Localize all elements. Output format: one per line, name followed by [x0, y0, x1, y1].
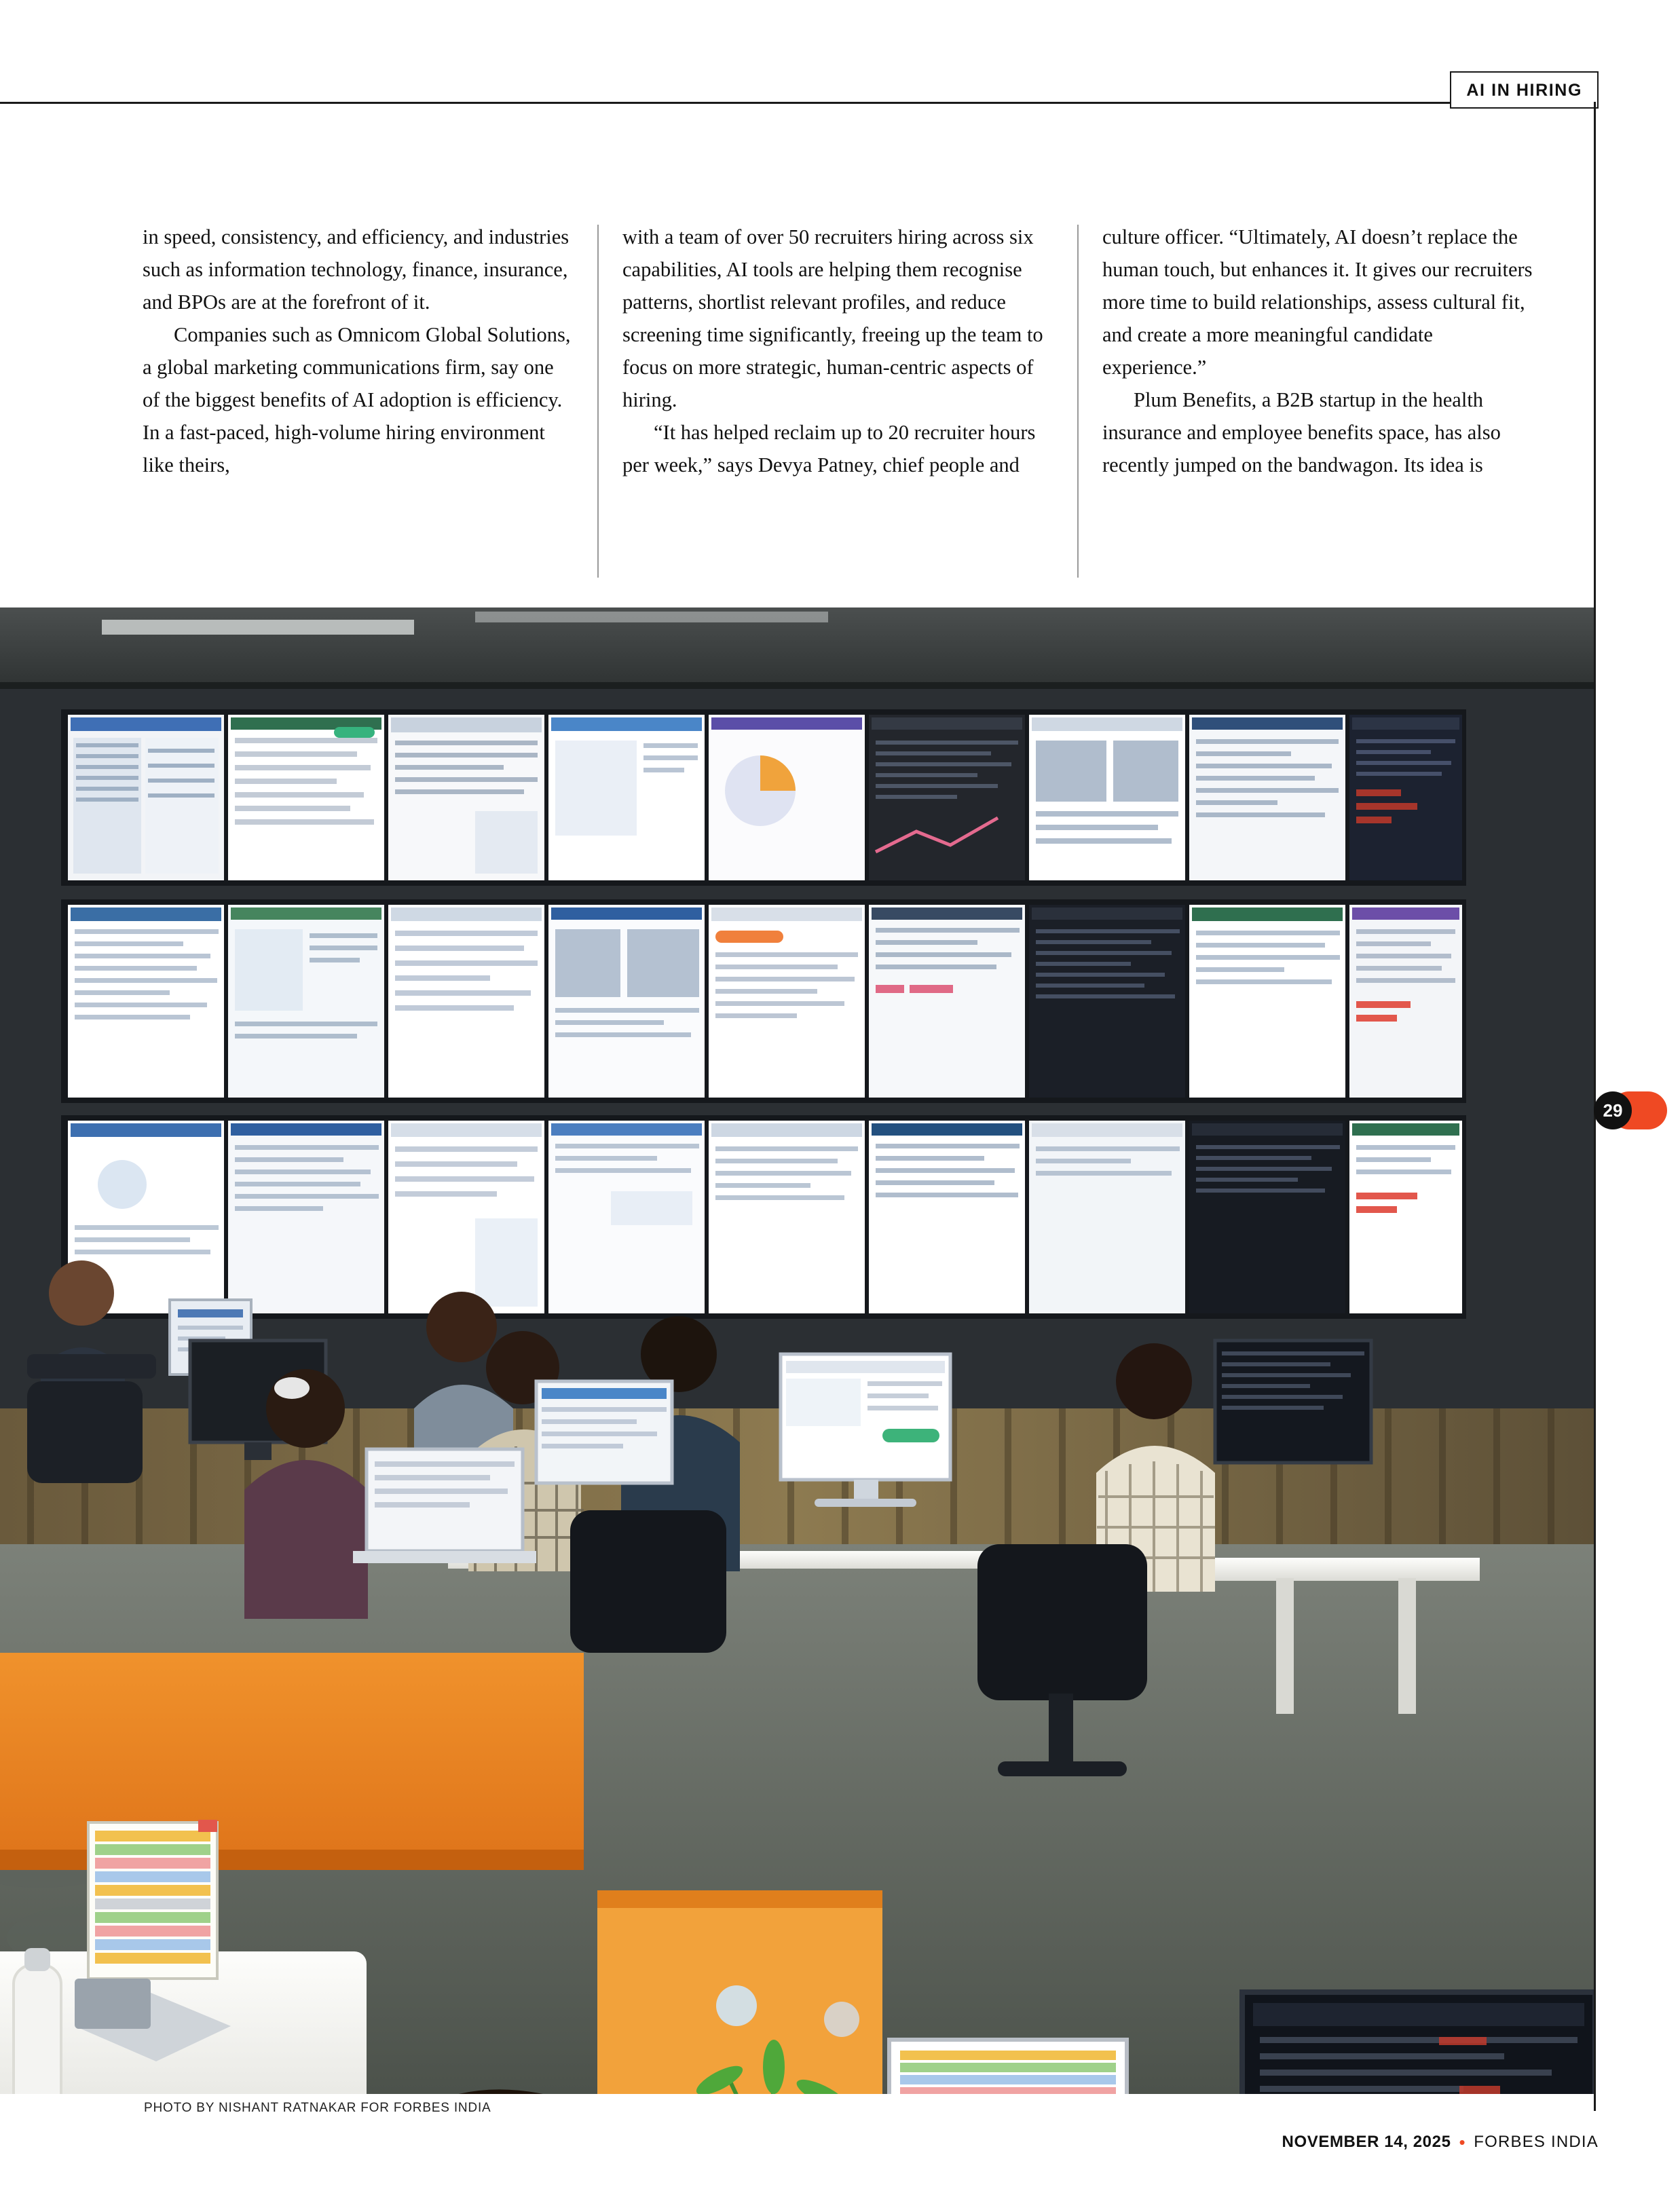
article-column-3: [1102, 221, 1533, 481]
section-tag: AI IN HIRING: [1450, 71, 1599, 109]
article-photo: [0, 607, 1594, 2094]
paragraph: Companies such as Omnicom Global Solutions, a global marketing communications firm, say one of the biggest benefits of AI adoption is efficiency. In a fast-paced, high-volume hiring environment like theirs,: [143, 323, 571, 476]
article-column-1: [143, 221, 574, 481]
paragraph: “It has helped reclaim up to 20 recruiter hours per week,” says Devya Patney, chief people and: [622, 421, 1036, 476]
article-column-2: [622, 221, 1053, 481]
column-divider: [1077, 225, 1079, 578]
article-columns: [143, 221, 1548, 481]
header-rule: [0, 102, 1595, 104]
paragraph: culture officer. “Ultimately, AI doesn’t replace the human touch, but enhances it. It gives our recruiters more time to build relationships, assess cultural fit, and create a more meaningful candidate experience.”: [1102, 225, 1533, 379]
paragraph: in speed, consistency, and efficiency, and industries such as information technology, finance, insurance, and BPOs are at the forefront of it.: [143, 225, 570, 314]
column-divider: [597, 225, 599, 578]
issue-date: NOVEMBER 14, 2025: [1282, 2133, 1451, 2151]
paragraph: with a team of over 50 recruiters hiring across six capabilities, AI tools are helping them recognise patterns, shortlist relevant profiles, and reduce screening time significantly, freeing up the team to focus on more strategic, human-centric aspects of hiring.: [622, 225, 1043, 411]
footer-separator-dot: •: [1459, 2132, 1466, 2152]
page-number: 29: [1594, 1091, 1632, 1129]
photo-credit: PHOTO BY NISHANT RATNAKAR FOR FORBES INDIA: [144, 2101, 491, 2115]
publication-name: FORBES INDIA: [1474, 2133, 1599, 2151]
page-footer: [1282, 2133, 1599, 2152]
paragraph: Plum Benefits, a B2B startup in the health insurance and employee benefits space, has also recently jumped on the bandwagon. Its idea is: [1102, 388, 1501, 476]
